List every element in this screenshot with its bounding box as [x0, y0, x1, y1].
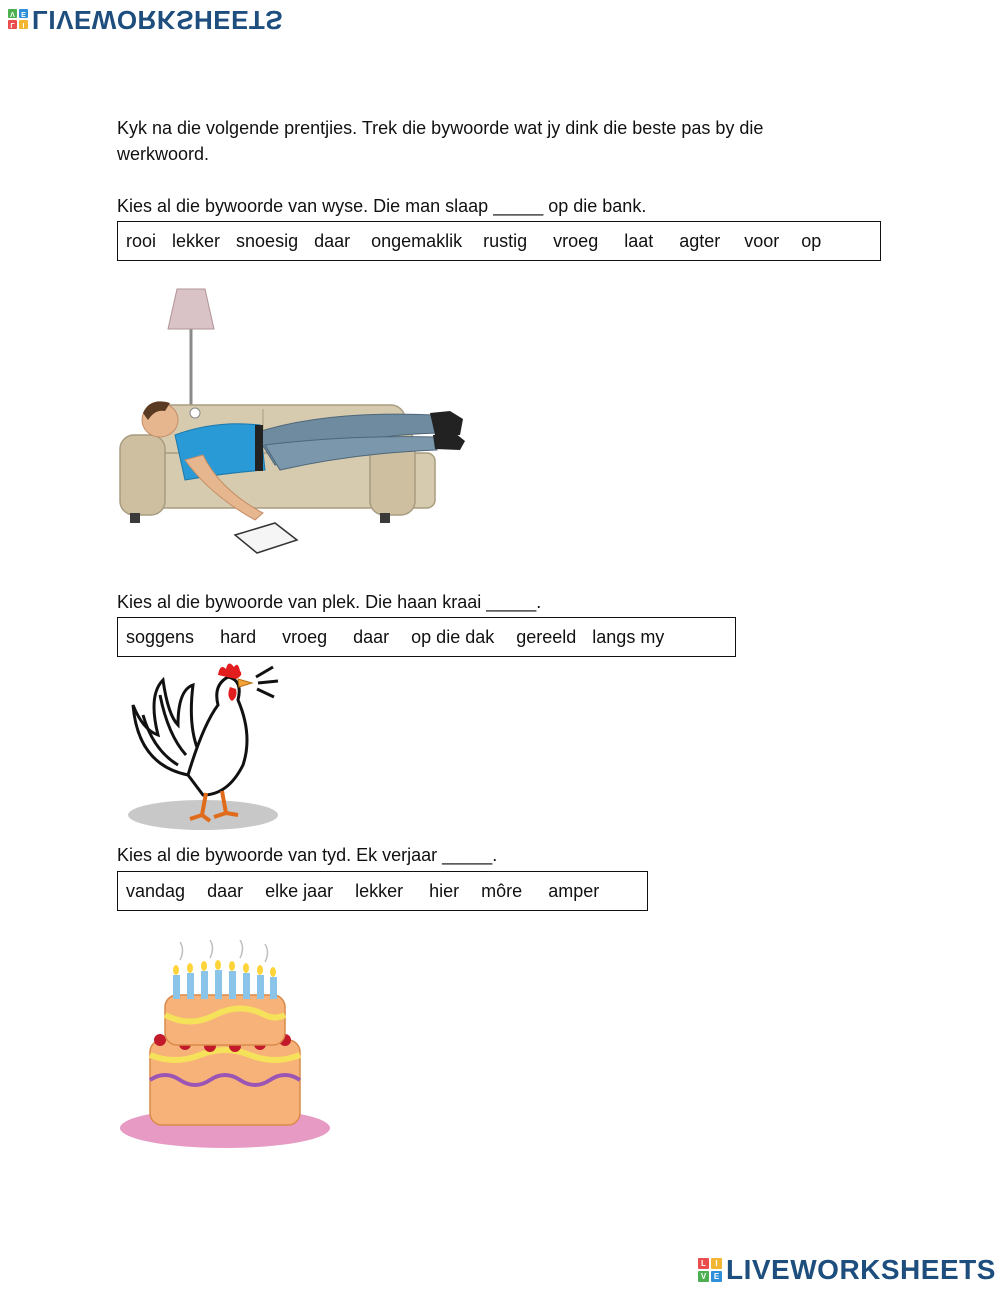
q1-option-rooi[interactable]: rooi [126, 230, 157, 251]
q1-option-daar[interactable]: daar [314, 230, 351, 251]
q3-option-hier[interactable]: hier [429, 880, 460, 901]
logo-cubes-icon [8, 10, 28, 30]
birthday-cake-illustration [115, 940, 335, 1152]
question-2-prompt: Kies al die bywoorde van plek. Die haan kraai _____. [117, 592, 542, 612]
question-3-prompt: Kies al die bywoorde van tyd. Ek verjaar _____. [117, 845, 498, 865]
q3-option-elke-jaar[interactable]: elke jaar [265, 880, 334, 901]
q1-option-lekker[interactable]: lekker [172, 230, 221, 251]
logo-cube-l: L [8, 21, 17, 30]
logo-cube-i: I [19, 21, 28, 30]
crowing-rooster-illustration [118, 655, 283, 835]
q2-option-vroeg[interactable]: vroeg [282, 626, 328, 647]
question-3-word-box [117, 871, 648, 911]
q1-option-snoesig[interactable]: snoesig [236, 230, 299, 251]
logo-cube-v: V [8, 10, 17, 19]
logo-cubes-icon [698, 1258, 722, 1282]
q3-option-lekker[interactable]: lekker [355, 880, 404, 901]
logo-cube-e: E [711, 1271, 722, 1282]
worksheet-instructions: Kyk na die volgende prentjies. Trek die bywoorde wat jy dink die beste pas by die werkwoord. [117, 118, 764, 164]
question-2-word-box [117, 617, 736, 657]
logo-cube-v: V [698, 1271, 709, 1282]
q1-option-op[interactable]: op [801, 230, 822, 251]
logo-cube-l: L [698, 1258, 709, 1269]
man-sleeping-on-couch-illustration [115, 285, 470, 555]
liveworksheets-logo-top [8, 4, 283, 35]
q2-option-langs-my[interactable]: langs my [592, 626, 665, 647]
q3-option-daar[interactable]: daar [207, 880, 244, 901]
q2-option-hard[interactable]: hard [220, 626, 257, 647]
logo-wordmark: LIVEWORKSHEETS [32, 5, 284, 35]
q1-option-ongemaklik[interactable]: ongemaklik [371, 230, 463, 251]
logo-wordmark: LIVEWORKSHEETS [726, 1254, 996, 1285]
q1-option-agter[interactable]: agter [679, 230, 721, 251]
q1-option-vroeg[interactable]: vroeg [553, 230, 599, 251]
question-1-prompt: Kies al die bywoorde van wyse. Die man slaap _____ op die bank. [117, 196, 647, 216]
q3-option-vandag[interactable]: vandag [126, 880, 186, 901]
q1-option-voor[interactable]: voor [744, 230, 780, 251]
q2-option-gereeld[interactable]: gereeld [516, 626, 577, 647]
q3-option-more[interactable]: môre [481, 880, 523, 901]
logo-cube-i: I [711, 1258, 722, 1269]
logo-cube-e: E [19, 10, 28, 19]
q3-option-amper[interactable]: amper [548, 880, 600, 901]
q2-option-op-die-dak[interactable]: op die dak [411, 626, 495, 647]
q2-option-soggens[interactable]: soggens [126, 626, 195, 647]
question-1-word-box [117, 221, 881, 261]
q1-option-laat[interactable]: laat [624, 230, 654, 251]
liveworksheets-logo-bottom[interactable] [698, 1254, 996, 1286]
q2-option-daar[interactable]: daar [353, 626, 390, 647]
q1-option-rustig[interactable]: rustig [483, 230, 528, 251]
